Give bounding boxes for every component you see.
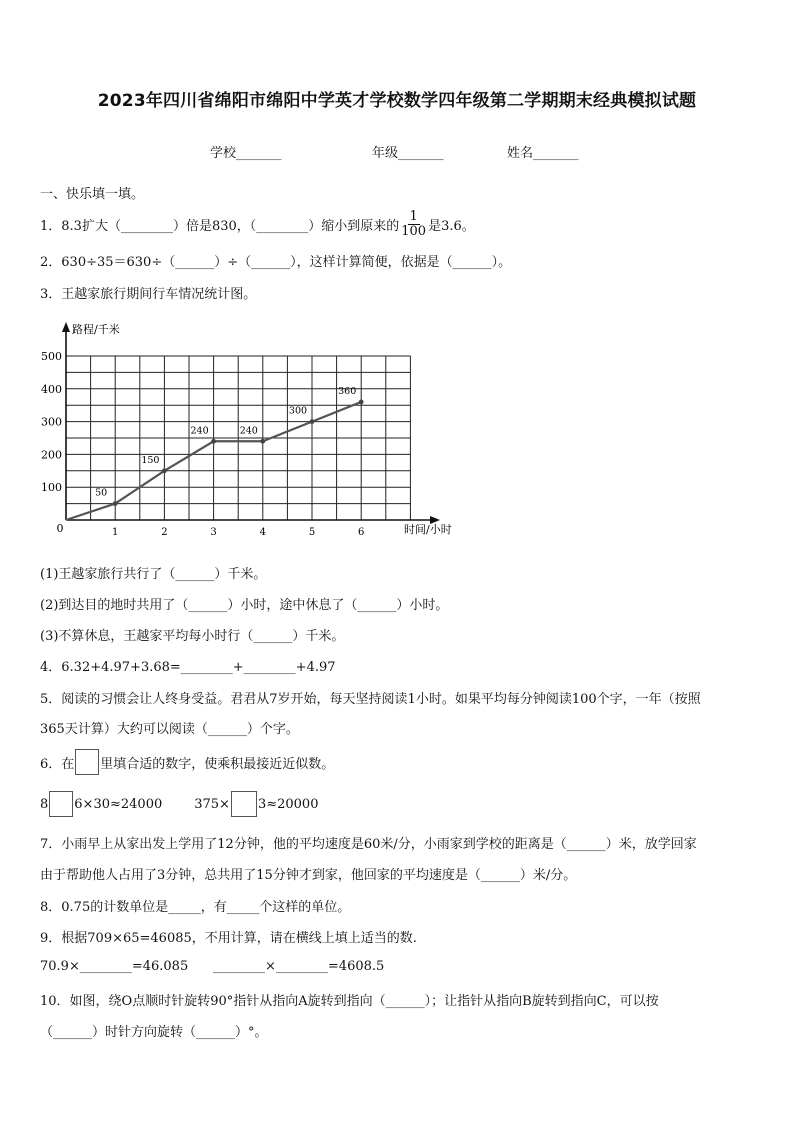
origin-label: 0	[56, 522, 64, 535]
expr2-b: 3≈20000	[257, 796, 319, 812]
question-3-3: (3)不算休息，王越家平均每小时行（______）千米。	[40, 629, 345, 644]
fraction-numerator: 1	[409, 208, 418, 224]
grade-label: 年级	[372, 146, 399, 161]
x-tick-label: 2	[161, 527, 168, 538]
data-label: 240	[239, 425, 258, 437]
fraction-denominator: 100	[401, 223, 427, 239]
grade-blank: _______	[398, 146, 444, 161]
data-point	[359, 400, 364, 405]
q6-text-a: 6．在	[40, 756, 75, 772]
x-axis-label: 时间/小时	[404, 523, 452, 536]
question-6	[40, 749, 334, 775]
question-4: 4．6.32+4.97+3.68=________+________+4.97	[40, 660, 336, 675]
x-tick-label: 4	[259, 527, 266, 538]
data-label: 360	[338, 385, 357, 397]
question-1	[40, 206, 475, 242]
expr2-a: 375×	[194, 796, 230, 812]
question-10-line1: 10．如图，绕O点顺时针旋转90°指针从指向A旋转到指向（______）；让指针从指向B旋转到指向C，可以按	[40, 994, 659, 1009]
q6-text-b: 里填合适的数字，使乘积最接近近似数。	[100, 756, 335, 772]
fraction	[401, 210, 426, 239]
name-blank: _______	[533, 146, 579, 161]
expr1-b: 6×30≈24000	[74, 796, 163, 812]
y-tick-label: 400	[41, 382, 62, 396]
data-label: 50	[95, 487, 108, 499]
data-point	[211, 439, 216, 444]
name-label: 姓名	[507, 146, 534, 161]
data-label: 150	[141, 454, 160, 466]
question-3-1: (1)王越家旅行共行了（______）千米。	[40, 567, 267, 582]
x-tick-label: 3	[210, 527, 217, 538]
question-8: 8．0.75的计数单位是_____，有_____个这样的单位。	[40, 900, 351, 915]
question-7-line1: 7．小雨早上从家出发上学用了12分钟，他的平均速度是60米/分，小雨家到学校的距离是（______）米，放学回家	[40, 837, 697, 852]
question-5-line1: 5．阅读的习惯会让人终身受益。君君从7岁开始，每天坚持阅读1小时。如果平均每分钟阅读100个字，一年（按照	[40, 692, 701, 707]
grade-field	[372, 142, 444, 161]
section-heading: 一、快乐填一填。	[40, 187, 145, 202]
x-tick-label: 1	[112, 527, 119, 538]
question-5-line2: 365天计算）大约可以阅读（______）个字。	[40, 722, 299, 737]
data-point	[113, 501, 118, 506]
answer-box[interactable]	[231, 791, 257, 817]
data-point	[162, 468, 167, 473]
x-tick-label: 6	[358, 527, 365, 538]
question-9: 9．根据709×65=46085，不用计算，请在横线上填上适当的数.	[40, 931, 417, 946]
school-blank: _______	[236, 146, 282, 161]
y-tick-label: 300	[41, 415, 62, 429]
expr1-a: 8	[40, 796, 49, 812]
y-tick-label: 200	[41, 448, 62, 462]
chart-axes	[62, 322, 440, 524]
question-10-line2: （______）时针方向旋转（______）°。	[40, 1025, 268, 1040]
question-9-expression: 70.9×________=46.085 ________×________=4608.5	[40, 959, 385, 974]
data-label: 300	[288, 405, 308, 417]
question-2: 2．630÷35＝630÷（______）÷（______），这样计算简便，依据是（______）。	[40, 255, 512, 270]
y-tick-label: 500	[41, 350, 62, 363]
answer-box[interactable]	[75, 749, 99, 775]
question-3-2: (2)到达目的地时共用了（______）小时，途中休息了（______）小时。	[40, 598, 449, 613]
data-point	[310, 419, 315, 424]
line-chart	[36, 318, 476, 540]
school-field	[210, 142, 282, 161]
question-6-expressions	[40, 791, 318, 817]
y-axis-label: 路程/千米	[72, 323, 120, 336]
data-point	[260, 439, 265, 444]
school-label: 学校	[210, 146, 237, 161]
question-3: 3．王越家旅行期间行车情况统计图。	[40, 287, 257, 302]
q1-text-a: 1．8.3扩大（________）倍是830，（________）缩小到原来的	[40, 218, 400, 234]
q1-text-b: 是3.6。	[428, 218, 475, 234]
chart-labels	[41, 322, 452, 538]
chart-grid	[66, 356, 410, 520]
question-7-line2: 由于帮助他人占用了3分钟，总共用了15分钟才到家，他回家的平均速度是（______）米/分。	[40, 868, 577, 883]
y-tick-label: 100	[41, 481, 62, 495]
x-tick-label: 5	[308, 527, 316, 538]
page-title: 2023年四川省绵阳市绵阳中学英才学校数学四年级第二学期期末经典模拟试题	[97, 91, 697, 111]
name-field	[507, 142, 579, 161]
data-label: 240	[190, 425, 209, 437]
chart-series	[66, 400, 364, 520]
y-axis-arrow-icon	[62, 322, 70, 332]
answer-box[interactable]	[49, 791, 73, 817]
